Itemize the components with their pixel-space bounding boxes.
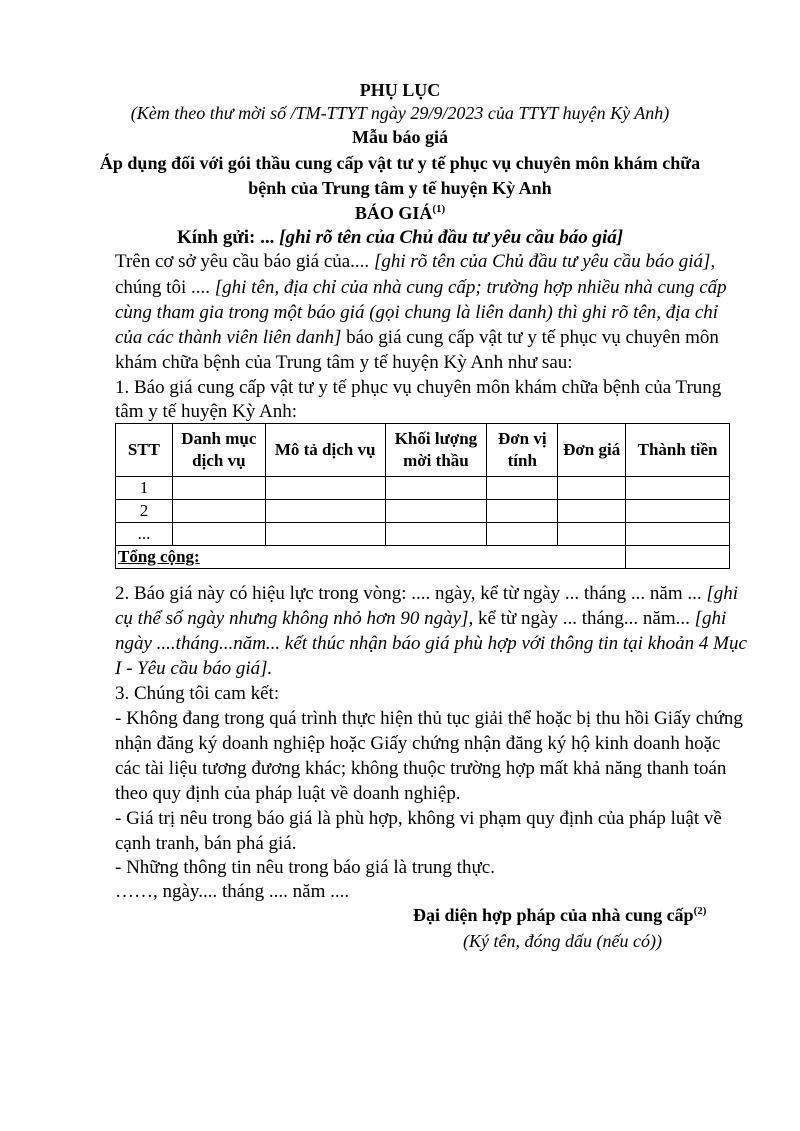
section1-line-2: tâm y tế huyện Kỳ Anh: [115, 401, 298, 422]
column-header: Mô tả dịch vụ [265, 424, 385, 477]
section2-text: 2. Báo giá này có hiệu lực trong vòng: .... ngày, kể từ ngày ... tháng ... năm ... [115, 583, 707, 604]
table-header-row [116, 424, 730, 477]
row-number: 2 [116, 500, 173, 523]
section2-placeholder: cụ thể số ngày nhưng không nhỏ hơn 90 ngày] [115, 608, 469, 629]
table-cell [265, 523, 385, 546]
table-cell [626, 500, 730, 523]
section2-line-1 [115, 582, 738, 606]
commitment-2-line-2: cạnh tranh, bán phá giá. [115, 833, 297, 854]
column-header: Thành tiền [626, 424, 730, 477]
section2-line-2 [115, 607, 726, 631]
column-header: Đơn giá [558, 424, 626, 477]
table-cell [385, 500, 487, 523]
section3-heading: 3. Chúng tôi cam kết: [115, 683, 280, 704]
table-cell [172, 477, 265, 500]
attachment-note: (Kèm theo thư mời số /TM-TTYT ngày 29/9/2023 của TTYT huyện Kỳ Anh) [130, 103, 670, 123]
signer-title [413, 903, 706, 927]
intro-placeholder: của các thành viên liên danh] [115, 327, 342, 348]
table-total-row [116, 546, 730, 569]
form-name: Mẫu báo giá [351, 127, 448, 147]
date-line: ……, ngày.... tháng .... năm .... [115, 881, 350, 902]
column-header: STT [116, 424, 173, 477]
section2-placeholder: [ghi [706, 583, 739, 604]
table-cell [487, 523, 558, 546]
section1-line-1: 1. Báo giá cung cấp vật tư y tế phục vụ chuyên môn khám chữa bệnh của Trung [115, 377, 722, 398]
table-cell [172, 523, 265, 546]
table-cell [487, 500, 558, 523]
table-row [116, 477, 730, 500]
table-cell [558, 523, 626, 546]
commitment-1-line-2: nhận đăng ký doanh nghiệp hoặc Giấy chứng nhận đăng ký hộ kinh doanh hoặc [115, 733, 721, 754]
table-row [116, 523, 730, 546]
quotation-table [115, 423, 730, 569]
column-header: Danh mục dịch vụ [172, 424, 265, 477]
table-cell [558, 477, 626, 500]
addressee-placeholder: [ghi rõ tên của Chủ đầu tư yêu cầu báo giá] [274, 227, 624, 248]
intro-line-5: khám chữa bệnh của Trung tâm y tế huyện Kỳ Anh như sau: [115, 352, 573, 373]
column-header: Khối lượng mời thầu [385, 424, 487, 477]
intro-line-4 [115, 326, 719, 350]
intro-text: báo giá cung cấp vật tư y tế phục vụ chuyên môn [341, 327, 719, 348]
quote-title [0, 201, 800, 225]
section2-placeholder: [ghi [694, 608, 727, 629]
section2-line-3: ngày ....tháng...năm... kết thúc nhận báo giá phù hợp với thông tin tại khoản 4 Mục [115, 633, 747, 654]
appendix-title: PHỤ LỤC [359, 80, 441, 100]
intro-text: Trên cơ sở yêu cầu báo giá của.... [115, 251, 374, 272]
commitment-1-line-1: - Không đang trong quá trình thực hiện thủ tục giải thể hoặc bị thu hồi Giấy chứng [115, 708, 743, 729]
section2-line-4: I - Yêu cầu báo giá]. [115, 658, 273, 679]
table-cell [265, 477, 385, 500]
intro-text: chúng tôi .... [115, 277, 215, 298]
row-number: ... [116, 523, 173, 546]
commitment-3: - Những thông tin nêu trong báo giá là trung thực. [115, 857, 495, 878]
table-cell [265, 500, 385, 523]
addressee-label: Kính gửi: ... [176, 227, 275, 248]
section2-text: , kể từ ngày ... tháng... năm... [468, 608, 695, 629]
table-cell [626, 523, 730, 546]
footnote-ref-2: (2) [693, 905, 707, 917]
quote-title-text: BÁO GIÁ [354, 203, 433, 223]
intro-placeholder: [ghi tên, địa chỉ của nhà cung cấp; trường hợp nhiều nhà cung cấp [214, 277, 727, 298]
row-number: 1 [116, 477, 173, 500]
addressee-line [0, 226, 800, 250]
table-cell [626, 477, 730, 500]
scope-line-2: bệnh của Trung tâm y tế huyện Kỳ Anh [248, 178, 552, 198]
commitment-1-line-3: các tài liệu tương đương khác; không thuộc trường hợp mất khả năng thanh toán [115, 758, 727, 779]
table-cell [487, 477, 558, 500]
table-cell [172, 500, 265, 523]
scope-line-1: Áp dụng đối với gói thầu cung cấp vật tư y tế phục vụ chuyên môn khám chữa [99, 153, 701, 173]
column-header: Đơn vị tính [487, 424, 558, 477]
table-row [116, 500, 730, 523]
intro-line-2 [115, 276, 727, 300]
intro-text: , [710, 251, 716, 272]
commitment-2-line-1: - Giá trị nêu trong báo giá là phù hợp, không vi phạm quy định của pháp luật về [115, 808, 722, 829]
footnote-ref-1: (1) [432, 203, 446, 215]
table-cell [558, 500, 626, 523]
signer-text: Đại diện hợp pháp của nhà cung cấp [413, 905, 694, 925]
intro-line-3: cùng tham gia trong một báo giá (gọi chung là liên danh) thì ghi rõ tên, địa chỉ [115, 302, 719, 323]
table-cell [385, 523, 487, 546]
total-label: Tổng cộng: [116, 546, 626, 569]
intro-placeholder: [ghi rõ tên của Chủ đầu tư yêu cầu báo giá] [373, 251, 711, 272]
table-cell [385, 477, 487, 500]
commitment-1-line-4: theo quy định của pháp luật về doanh nghiệp. [115, 783, 461, 804]
total-value-cell [626, 546, 730, 569]
intro-line-1 [115, 250, 715, 274]
signature-note: (Ký tên, đóng dấu (nếu có)) [463, 931, 662, 951]
